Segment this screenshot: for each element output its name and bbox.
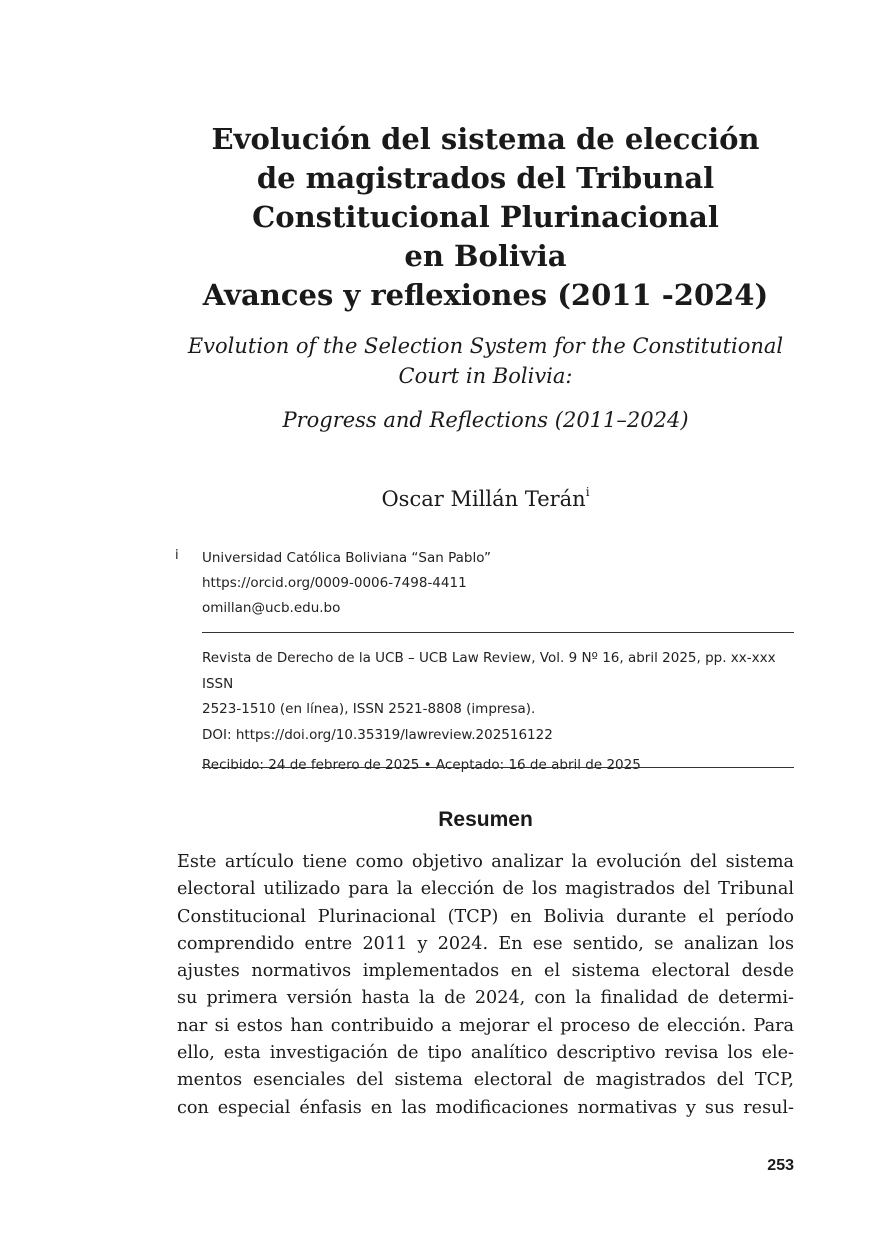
abstract-line: ello, esta investigación de tipo analítico descriptivo revisa los ele- <box>177 1043 794 1064</box>
title-line: en Bolivia <box>404 239 567 273</box>
title-line: Avances y reflexiones (2011 -2024) <box>202 278 769 312</box>
english-title <box>177 331 794 435</box>
author-affiliation-marker: i <box>585 485 590 499</box>
english-title-line: Court in Bolivia: <box>398 364 573 388</box>
abstract-line: comprendido entre 2011 y 2024. En ese sentido, se analizan los <box>177 933 794 954</box>
abstract-line: Este artículo tiene como objetivo analizar la evolución del sistema <box>177 852 794 872</box>
affiliation-email[interactable]: omillan@ucb.edu.bo <box>202 600 341 616</box>
title-line: de magistrados del Tribunal <box>256 161 715 195</box>
title-line: Evolución del sistema de elección <box>211 122 760 156</box>
author-name-text: Oscar Millán Terán <box>381 487 586 511</box>
page-number: 253 <box>767 1157 794 1174</box>
divider-top <box>202 632 794 633</box>
abstract-line: mentos esenciales del sistema electoral de magistrados del TCP, <box>177 1070 794 1091</box>
article-title <box>177 120 794 315</box>
title-line: Constitucional Plurinacional <box>252 200 719 234</box>
abstract-line: con especial énfasis en las modificaciones normativas y sus resul- <box>177 1097 794 1118</box>
received-accepted-dates: Recibido: 24 de febrero de 2025 • Aceptado: 16 de abril de 2025 <box>202 757 641 773</box>
abstract-line: su primera versión hasta la de 2024, con la finalidad de determi- <box>177 988 794 1009</box>
abstract-body <box>177 849 794 1122</box>
author-name <box>177 487 794 511</box>
affiliation-orcid[interactable]: https://orcid.org/0009-0006-7498-4411 <box>202 575 467 591</box>
abstract-line: Constitucional Plurinacional (TCP) en Bolivia durante el período <box>177 906 794 927</box>
abstract-line: electoral utilizado para la elección de los magistrados del Tribunal <box>177 879 794 900</box>
affiliation-marker: i <box>175 548 179 563</box>
english-title-line: Progress and Reflections (2011–2024) <box>282 408 689 432</box>
abstract-line: ajustes normativos implementados en el sistema electoral desde <box>177 961 794 982</box>
abstract-heading: Resumen <box>438 808 533 831</box>
doi-link[interactable]: DOI: https://doi.org/10.35319/lawreview.202516122 <box>202 726 553 743</box>
affiliation-block <box>202 546 491 621</box>
english-title-line: Evolution of the Selection System for the Constitutional <box>187 334 784 358</box>
citation-line: 2523-1510 (en línea), ISSN 2521-8808 (impresa). <box>202 701 536 717</box>
affiliation-institution: Universidad Católica Boliviana “San Pablo” <box>202 550 491 566</box>
divider-bottom <box>202 767 794 768</box>
citation-line: Revista de Derecho de la UCB – UCB Law Review, Vol. 9 Nº 16, abril 2025, pp. xx-xxx ISSN <box>202 650 776 692</box>
abstract-line: nar si estos han contribuido a mejorar el proceso de elección. Para <box>177 1015 794 1036</box>
publication-info <box>202 646 797 779</box>
